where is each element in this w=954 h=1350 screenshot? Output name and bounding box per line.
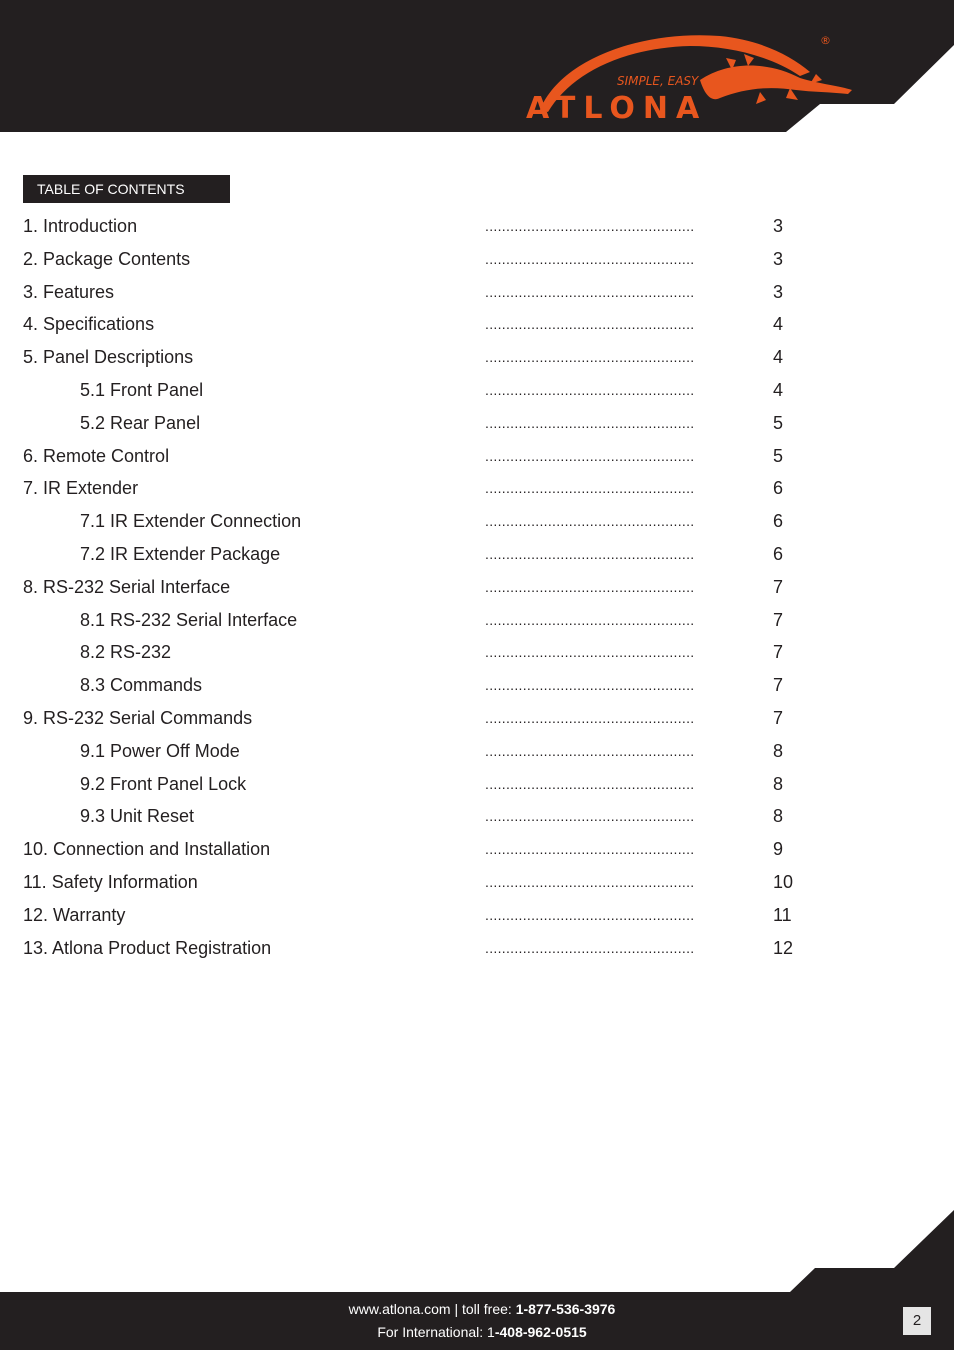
toc-leader-dots: .................................................. — [485, 349, 695, 366]
intl-number: -408-962-0515 — [494, 1324, 587, 1340]
registered-mark: ® — [820, 34, 831, 47]
toc-entry-title: 7.1 IR Extender Connection — [80, 511, 302, 532]
toc-entry-title: 5.1 Front Panel — [80, 379, 204, 400]
toc-entry-title: 9.2 Front Panel Lock — [80, 773, 247, 794]
toc-leader-dots: .................................................. — [485, 381, 695, 398]
toc-entry-page: 7 — [773, 609, 784, 630]
toc-entry-page: 7 — [773, 576, 784, 597]
toc-entry-title: 3. Features — [23, 281, 115, 302]
header-background — [0, 0, 954, 132]
toc-entry-title: 8.2 RS-232 — [80, 642, 172, 663]
toc-leader-dots: .................................................. — [485, 873, 695, 890]
toc-entry-page: 10 — [773, 871, 794, 892]
toc-entry[interactable] — [23, 243, 823, 276]
toc-entry-page: 5 — [773, 412, 784, 433]
toc-entry[interactable] — [23, 210, 823, 243]
toll-free-label: | toll free: — [450, 1301, 516, 1317]
toc-entry-title: 6. Remote Control — [23, 445, 170, 466]
toc-entry-page: 4 — [773, 347, 784, 368]
toc-entry[interactable] — [23, 866, 823, 899]
toc-entry-title: 8. RS-232 Serial Interface — [23, 576, 231, 597]
toc-leader-dots: .................................................. — [485, 578, 695, 595]
toc-entry[interactable] — [23, 604, 823, 637]
toc-entry-title: 7. IR Extender — [23, 478, 139, 499]
intl-label: For International: 1 — [377, 1324, 495, 1340]
toc-entry-page: 7 — [773, 707, 784, 728]
toc-entry-title: 8.1 RS-232 Serial Interface — [80, 609, 298, 630]
toc-entry-page: 11 — [773, 904, 792, 925]
toc-entry-title: 9. RS-232 Serial Commands — [23, 707, 253, 728]
toc-leader-dots: .................................................. — [485, 775, 695, 792]
toc-entry[interactable] — [23, 735, 823, 768]
toc-entry-title: 9.1 Power Off Mode — [80, 740, 240, 761]
toc-entry-title: 12. Warranty — [23, 904, 126, 925]
footer-contact — [0, 1298, 954, 1344]
toc-entry-title: 7.2 IR Extender Package — [80, 543, 281, 564]
toc-leader-dots: .................................................. — [485, 644, 695, 661]
toc-entry[interactable] — [23, 505, 823, 538]
toc-entry-page: 6 — [773, 511, 784, 532]
toc-entry[interactable] — [23, 308, 823, 341]
page-header — [0, 0, 954, 132]
toc-leader-dots: .................................................. — [485, 742, 695, 759]
toc-entry[interactable] — [23, 702, 823, 735]
toc-entry-page: 3 — [773, 248, 784, 269]
toc-entry-page: 7 — [773, 642, 784, 663]
toc-entry[interactable] — [23, 669, 823, 702]
toc-leader-dots: .................................................. — [485, 939, 695, 956]
toc-entry-title: 4. Specifications — [23, 314, 155, 335]
website-link[interactable]: www.atlona.com — [348, 1301, 451, 1317]
toc-leader-dots: .................................................. — [485, 709, 695, 726]
toc-entry-title: 13. Atlona Product Registration — [23, 937, 272, 958]
toc-leader-dots: .................................................. — [485, 447, 695, 464]
brand-wordmark: ATLONA — [526, 91, 708, 126]
toc-entry-page: 8 — [773, 740, 784, 761]
toc-entry[interactable] — [23, 932, 823, 965]
footer-line-1 — [0, 1298, 954, 1321]
toc-entry-title: 5.2 Rear Panel — [80, 412, 201, 433]
toc-leader-dots: .................................................. — [485, 283, 695, 300]
toc-entry-page: 8 — [773, 773, 784, 794]
toc-entry-page: 8 — [773, 806, 784, 827]
toc-entry-page: 5 — [773, 445, 784, 466]
toc-entry-title: 8.3 Commands — [80, 675, 203, 696]
toc-entry[interactable] — [23, 374, 823, 407]
toc-heading: TABLE OF CONTENTS — [23, 175, 230, 203]
toc-leader-dots: .................................................. — [485, 906, 695, 923]
toc-entry-page: 3 — [773, 216, 784, 236]
footer-line-2 — [0, 1321, 954, 1344]
toc-entry-page: 6 — [773, 543, 784, 564]
toc-entry[interactable] — [23, 833, 823, 866]
toc-entry[interactable] — [23, 440, 823, 473]
toc-entry-page: 4 — [773, 379, 784, 400]
toc-entry-title: 11. Safety Information — [23, 871, 198, 892]
toc-entry-title: 5. Panel Descriptions — [23, 347, 194, 368]
toc-entry[interactable] — [23, 341, 823, 374]
toc-entry[interactable] — [23, 571, 823, 604]
toc-entry[interactable] — [23, 899, 823, 932]
toc-entry-title: 1. Introduction — [23, 216, 138, 236]
toc-entry-page: 12 — [773, 937, 794, 958]
toc-leader-dots: .................................................. — [485, 611, 695, 628]
toc-entry-page: 9 — [773, 839, 784, 860]
toll-free-number: 1-877-536-3976 — [515, 1301, 616, 1317]
toc-entry-title: 2. Package Contents — [23, 248, 191, 269]
toc-entry[interactable] — [23, 636, 823, 669]
toc-leader-dots: .................................................. — [485, 480, 695, 497]
toc-entry[interactable] — [23, 407, 823, 440]
toc-entry[interactable] — [23, 800, 823, 833]
toc-entry-page: 6 — [773, 478, 784, 499]
toc-entry[interactable] — [23, 768, 823, 801]
toc-leader-dots: .................................................. — [485, 513, 695, 530]
toc-leader-dots: .................................................. — [485, 841, 695, 858]
toc-entry-page: 4 — [773, 314, 784, 335]
toc-leader-dots: .................................................. — [485, 545, 695, 562]
toc-entry[interactable] — [23, 538, 823, 571]
toc-leader-dots: .................................................. — [485, 218, 695, 234]
table-of-contents — [23, 210, 823, 964]
toc-leader-dots: .................................................. — [485, 414, 695, 431]
tagline-text: SIMPLE, EASY — [617, 74, 699, 88]
toc-entry-page: 3 — [773, 281, 784, 302]
toc-leader-dots: .................................................. — [485, 250, 695, 267]
toc-entry[interactable] — [23, 276, 823, 309]
toc-entry-title: 10. Connection and Installation — [23, 839, 271, 860]
toc-leader-dots: .................................................. — [485, 808, 695, 825]
toc-entry-title: 9.3 Unit Reset — [80, 806, 195, 827]
toc-entry-page: 7 — [773, 675, 784, 696]
toc-entry[interactable] — [23, 472, 823, 505]
toc-leader-dots: .................................................. — [485, 677, 695, 694]
page-number: 2 — [903, 1307, 931, 1335]
toc-leader-dots: .................................................. — [485, 316, 695, 333]
